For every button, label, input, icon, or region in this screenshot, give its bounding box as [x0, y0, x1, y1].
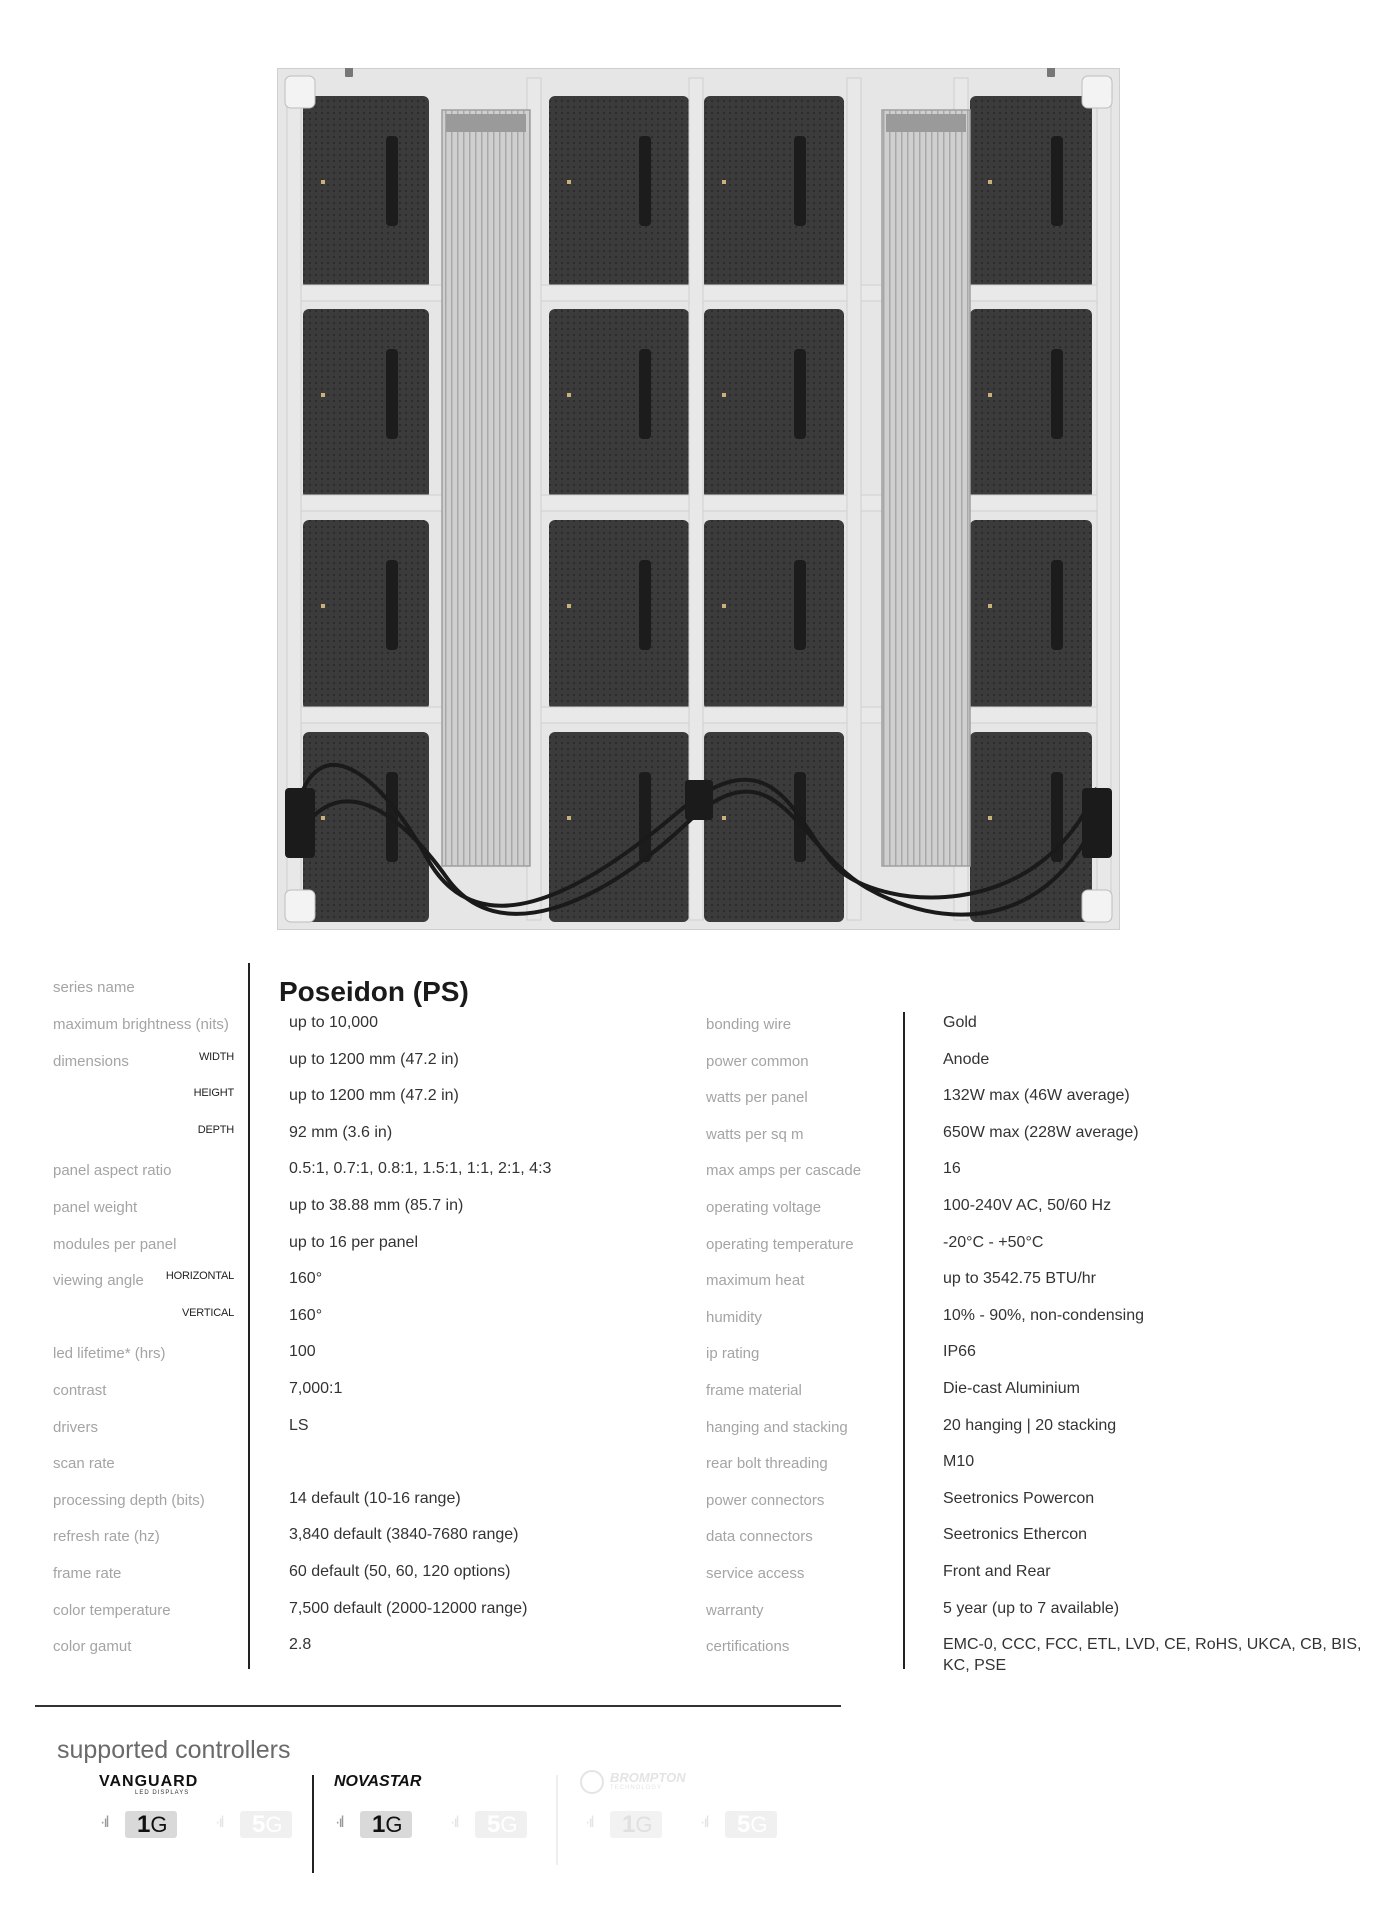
led-module — [549, 520, 689, 710]
spec-value: 10% - 90%, non-condensing — [943, 1306, 1145, 1324]
module-handle — [794, 560, 806, 650]
module-indicator — [321, 604, 325, 608]
badge-1g-unit: G — [150, 1812, 168, 1837]
spec-label: frame material — [706, 1382, 802, 1399]
badge-5g-number: 5 — [487, 1811, 501, 1838]
spec-label: dimensions — [53, 1052, 129, 1070]
module-handle — [639, 136, 651, 226]
spec-value: up to 3542.75 BTU/hr — [943, 1270, 1096, 1288]
spec-value: up to 16 per panel — [289, 1233, 418, 1251]
signal-bars-icon: ·ıl — [100, 1814, 108, 1831]
corner-bracket — [1082, 76, 1112, 108]
module-indicator — [988, 393, 992, 397]
brompton-logo-icon — [580, 1770, 604, 1794]
connector — [1082, 788, 1112, 858]
left-column-divider — [248, 963, 250, 1669]
module-indicator — [321, 393, 325, 397]
module-indicator — [722, 393, 726, 397]
spec-value: Front and Rear — [943, 1563, 1051, 1580]
spec-label: data connectors — [706, 1528, 813, 1546]
spec-label: ip rating — [706, 1345, 760, 1363]
badge-1g-number: 1 — [372, 1811, 386, 1838]
spec-value: 0.5:1, 0.7:1, 0.8:1, 1.5:1, 1:1, 2:1, 4:3 — [289, 1160, 552, 1178]
spec-value: 14 default (10-16 range) — [289, 1489, 461, 1507]
module-indicator — [722, 180, 726, 184]
badge-5g-unit: G — [750, 1812, 768, 1837]
led-module — [970, 309, 1092, 499]
spec-value: up to 1200 mm (47.2 in) — [289, 1087, 459, 1105]
spec-sublabel: VERTICAL — [182, 1306, 234, 1319]
led-module — [549, 732, 689, 922]
vertical-post — [847, 78, 861, 920]
connector — [685, 780, 713, 820]
spec-value: Gold — [943, 1014, 977, 1031]
spec-value: 60 default (50, 60, 120 options) — [289, 1563, 511, 1580]
spec-sublabel: HEIGHT — [193, 1087, 234, 1100]
controller-separator — [312, 1775, 314, 1873]
module-indicator — [988, 180, 992, 184]
module-indicator — [321, 180, 325, 184]
heat-sink-cap — [446, 114, 526, 132]
hanging-pin — [1047, 68, 1055, 77]
led-module — [303, 96, 429, 289]
spec-value: 2.8 — [289, 1636, 312, 1654]
signal-bars-icon: ·ıl — [215, 1814, 223, 1831]
spec-label: operating temperature — [706, 1235, 854, 1253]
module-handle — [794, 136, 806, 226]
controller-brand-subtitle: LED DISPLAYS — [135, 1790, 190, 1796]
spec-value: LS — [289, 1416, 309, 1434]
badge-1g-unit: G — [635, 1812, 653, 1837]
badge-5g-unit: G — [500, 1812, 518, 1837]
spec-label: warranty — [706, 1601, 764, 1619]
spec-label: drivers — [53, 1418, 99, 1436]
spec-value: 100 — [289, 1343, 316, 1361]
module-handle — [639, 560, 651, 650]
module-handle — [386, 136, 398, 226]
spec-value: 100-240V AC, 50/60 Hz — [943, 1197, 1112, 1214]
spec-label: rear bolt threading — [706, 1455, 828, 1473]
module-handle — [1051, 349, 1063, 439]
spec-value: -20°C - +50°C — [943, 1233, 1044, 1251]
spec-value: Seetronics Ethercon — [943, 1526, 1088, 1544]
led-module — [704, 520, 844, 710]
spec-label: maximum heat — [706, 1272, 805, 1290]
module-indicator — [567, 604, 571, 608]
spec-value: IP66 — [943, 1343, 976, 1361]
badge-1g — [125, 1811, 177, 1838]
signal-bars-icon: ·ıl — [335, 1814, 343, 1831]
connector — [285, 788, 315, 858]
spec-value: 7,500 default (2000-12000 range) — [289, 1599, 528, 1617]
module-indicator — [988, 816, 992, 820]
spec-label: led lifetime* (hrs) — [53, 1345, 166, 1363]
spec-label: panel weight — [53, 1199, 138, 1216]
spec-value: Die-cast Aluminium — [943, 1380, 1080, 1397]
product-photo-led-panel-rear — [277, 68, 1120, 930]
module-handle — [639, 349, 651, 439]
spec-label: panel aspect ratio — [53, 1162, 172, 1180]
corner-bracket — [1082, 890, 1112, 922]
spec-label: refresh rate (hz) — [53, 1528, 160, 1546]
spec-value: 7,000:1 — [289, 1380, 343, 1397]
heat-sink — [882, 110, 970, 866]
controllers-heading: supported controllers — [57, 1736, 291, 1764]
spec-label: contrast — [53, 1382, 107, 1399]
spec-value: 20 hanging | 20 stacking — [943, 1416, 1117, 1434]
badge-5g-unit: G — [265, 1812, 283, 1837]
spec-value: 5 year (up to 7 available) — [943, 1599, 1120, 1617]
module-indicator — [988, 604, 992, 608]
controller-brand-subtitle: TECHNOLOGY — [610, 1785, 663, 1791]
corner-bracket — [285, 890, 315, 922]
badge-5g-number: 5 — [252, 1811, 266, 1838]
spec-sublabel: HORIZONTAL — [165, 1270, 234, 1283]
controller-brand-logo: NOVASTAR — [334, 1773, 422, 1790]
spec-value: up to 10,000 — [289, 1014, 378, 1031]
spec-value: 160° — [289, 1270, 323, 1288]
led-module — [704, 732, 844, 922]
heat-sink — [442, 110, 530, 866]
led-module — [303, 520, 429, 710]
spec-label: color gamut — [53, 1638, 132, 1656]
spec-sublabel: DEPTH — [197, 1123, 234, 1136]
spec-label: operating voltage — [706, 1199, 822, 1216]
spec-label: watts per panel — [706, 1089, 808, 1107]
spec-value-continued: KC, PSE — [943, 1657, 1007, 1675]
led-module — [970, 520, 1092, 710]
spec-value: Anode — [943, 1050, 990, 1068]
spec-label: watts per sq m — [706, 1125, 804, 1143]
led-module — [704, 96, 844, 289]
badge-1g-number: 1 — [137, 1811, 151, 1838]
led-module — [549, 96, 689, 289]
badge-5g-number: 5 — [737, 1811, 751, 1838]
led-module — [549, 309, 689, 499]
spec-value: 16 — [943, 1160, 961, 1178]
spec-label: maximum brightness (nits) — [53, 1016, 229, 1033]
module-indicator — [722, 604, 726, 608]
spec-label: service access — [706, 1565, 805, 1582]
badge-1g — [360, 1811, 412, 1838]
spec-sublabel: WIDTH — [198, 1050, 234, 1063]
module-handle — [386, 349, 398, 439]
series-name-value: Poseidon (PS) — [279, 976, 469, 1007]
spec-label: power connectors — [706, 1491, 825, 1509]
hanging-pin — [345, 68, 353, 77]
series-name-label: series name — [53, 979, 135, 996]
signal-bars-icon: ·ıl — [700, 1814, 708, 1831]
right-column-divider — [903, 1012, 905, 1669]
controller-separator — [556, 1775, 558, 1865]
spec-label: power common — [706, 1052, 809, 1070]
controller-brand-logo: VANGUARD — [99, 1773, 199, 1790]
spec-label: modules per panel — [53, 1235, 177, 1253]
heat-sink-cap — [886, 114, 966, 132]
module-indicator — [567, 816, 571, 820]
corner-bracket — [285, 76, 315, 108]
module-indicator — [567, 180, 571, 184]
spec-value: up to 38.88 mm (85.7 in) — [289, 1197, 464, 1214]
spec-label: humidity — [706, 1308, 762, 1326]
badge-5g — [475, 1811, 527, 1838]
signal-bars-icon: ·ıl — [450, 1814, 458, 1831]
spec-label: hanging and stacking — [706, 1418, 848, 1436]
led-module — [704, 309, 844, 499]
badge-1g-unit: G — [385, 1812, 403, 1837]
module-indicator — [567, 393, 571, 397]
spec-value: M10 — [943, 1453, 975, 1471]
controllers-divider — [35, 1705, 841, 1707]
spec-label: bonding wire — [706, 1016, 792, 1033]
module-handle — [386, 560, 398, 650]
spec-label: processing depth (bits) — [53, 1491, 205, 1509]
badge-5g — [240, 1811, 292, 1838]
spec-label: color temperature — [53, 1601, 171, 1619]
signal-bars-icon: ·ıl — [585, 1814, 593, 1831]
module-handle — [1051, 136, 1063, 226]
module-indicator — [321, 816, 325, 820]
controller-brand-logo: BROMPTON — [610, 1770, 686, 1785]
module-handle — [639, 772, 651, 862]
badge-1g-number: 1 — [622, 1811, 636, 1838]
spec-value: 92 mm (3.6 in) — [289, 1123, 393, 1141]
led-module — [970, 96, 1092, 289]
spec-value: EMC-0, CCC, FCC, ETL, LVD, CE, RoHS, UKCA, CB, BIS, — [943, 1636, 1362, 1654]
module-handle — [794, 349, 806, 439]
spec-value: 160° — [289, 1306, 323, 1324]
module-indicator — [722, 816, 726, 820]
badge-1g — [610, 1811, 662, 1838]
spec-label: viewing angle — [53, 1272, 144, 1290]
spec-value: 3,840 default (3840-7680 range) — [289, 1526, 519, 1544]
spec-label: max amps per cascade — [706, 1162, 862, 1180]
spec-label: certifications — [706, 1638, 790, 1656]
spec-value: Seetronics Powercon — [943, 1489, 1095, 1507]
led-module — [303, 309, 429, 499]
module-handle — [1051, 560, 1063, 650]
spec-value: 132W max (46W average) — [943, 1087, 1130, 1105]
badge-5g — [725, 1811, 777, 1838]
spec-label: frame rate — [53, 1565, 122, 1582]
spec-value: up to 1200 mm (47.2 in) — [289, 1050, 459, 1068]
spec-value: 650W max (228W average) — [943, 1123, 1139, 1141]
spec-label: scan rate — [53, 1455, 115, 1473]
